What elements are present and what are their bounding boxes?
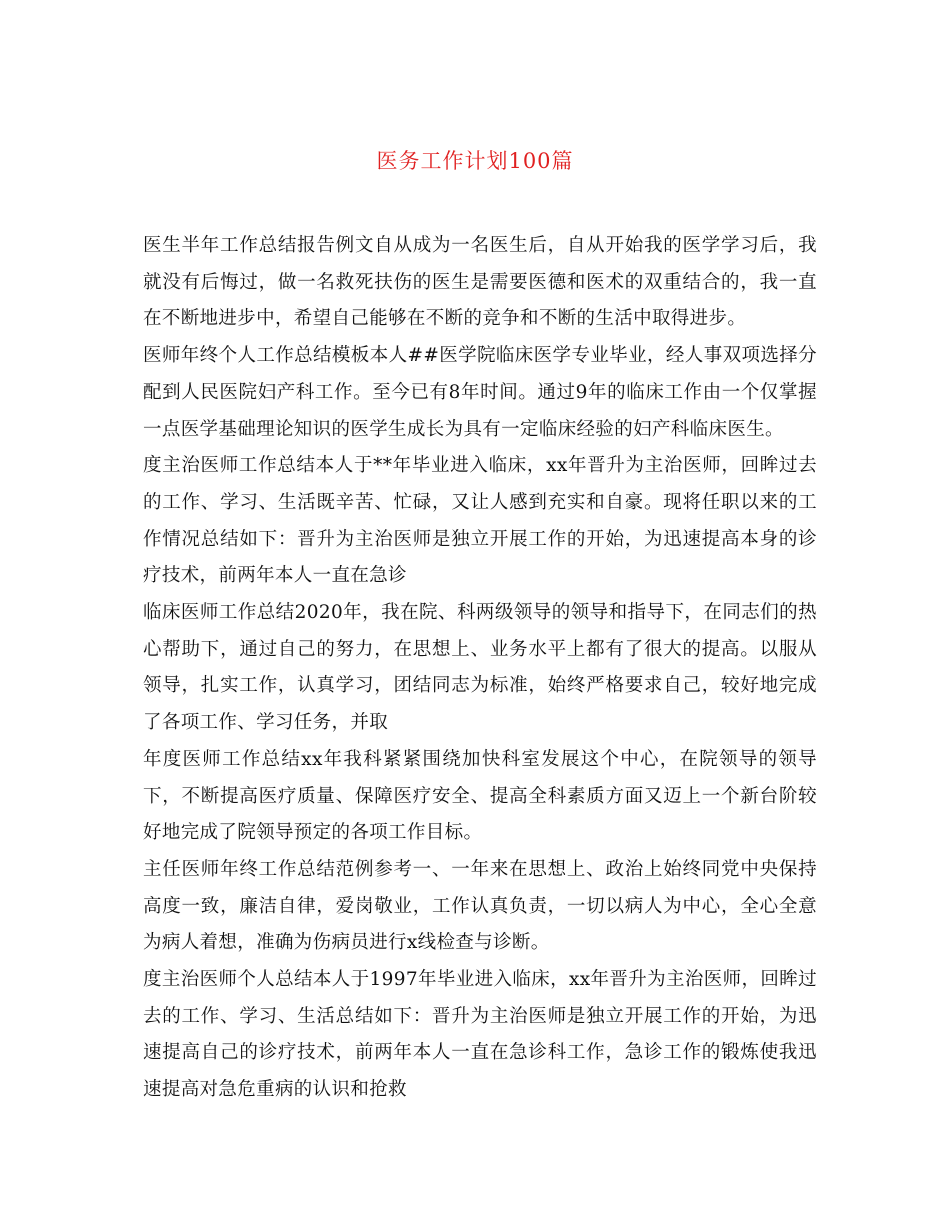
document-title: 医务工作计划100篇 bbox=[376, 149, 574, 173]
paragraph-1: 医生半年工作总结报告例文自从成为一名医生后，自从开始我的医学学习后，我就没有后悔过，做一名救死扶伤的医生是需要医德和医术的双重结合的，我一直在不断地进步中，希望自己能够在不断的竞争和不断的生活中取得进步。 bbox=[143, 235, 817, 330]
paragraph-7: 度主治医师个人总结本人于1997年毕业进入临床，xx年晋升为主治医师，回眸过去的工作、学习、生活总结如下：晋升为主治医师是独立开展工作的开始，为迅速提高自己的诊疗技术，前两年本人一直在急诊科工作，急诊工作的锻炼使我迅速提高对急危重病的认识和抢救 bbox=[143, 969, 817, 1101]
paragraph-5: 年度医师工作总结xx年我科紧紧围绕加快科室发展这个中心，在院领导的领导下，不断提高医疗质量、保障医疗安全、提高全科素质方面又迈上一个新台阶较好地完成了院领导预定的各项工作目标。 bbox=[143, 748, 817, 844]
document-body bbox=[143, 228, 817, 1109]
paragraph-6: 主任医师年终工作总结范例参考一、一年来在思想上、政治上始终同党中央保持高度一致，廉洁自律，爱岗敬业，工作认真负责，一切以病人为中心，全心全意为病人着想，准确为伤病员进行x线检查与诊断。 bbox=[143, 858, 817, 954]
paragraph-2: 医师年终个人工作总结模板本人##医学院临床医学专业毕业，经人事双项选择分配到人民医院妇产科工作。至今已有8年时间。通过9年的临床工作由一个仅掌握一点医学基础理论知识的医学生成长为具有一定临床经验的妇产科临床医生。 bbox=[143, 345, 817, 440]
paragraph-4: 临床医师工作总结2020年，我在院、科两级领导的领导和指导下，在同志们的热心帮助下，通过自己的努力，在思想上、业务水平上都有了很大的提高。以服从领导，扎实工作，认真学习，团结同志为标准，始终严格要求自己，较好地完成了各项工作、学习任务，并取 bbox=[143, 602, 817, 734]
paragraph-3: 度主治医师工作总结本人于**年毕业进入临床，xx年晋升为主治医师，回眸过去的工作、学习、生活既辛苦、忙碌，又让人感到充实和自豪。现将任职以来的工作情况总结如下：晋升为主治医师是独立开展工作的开始，为迅速提高本身的诊疗技术，前两年本人一直在急诊 bbox=[143, 455, 817, 587]
